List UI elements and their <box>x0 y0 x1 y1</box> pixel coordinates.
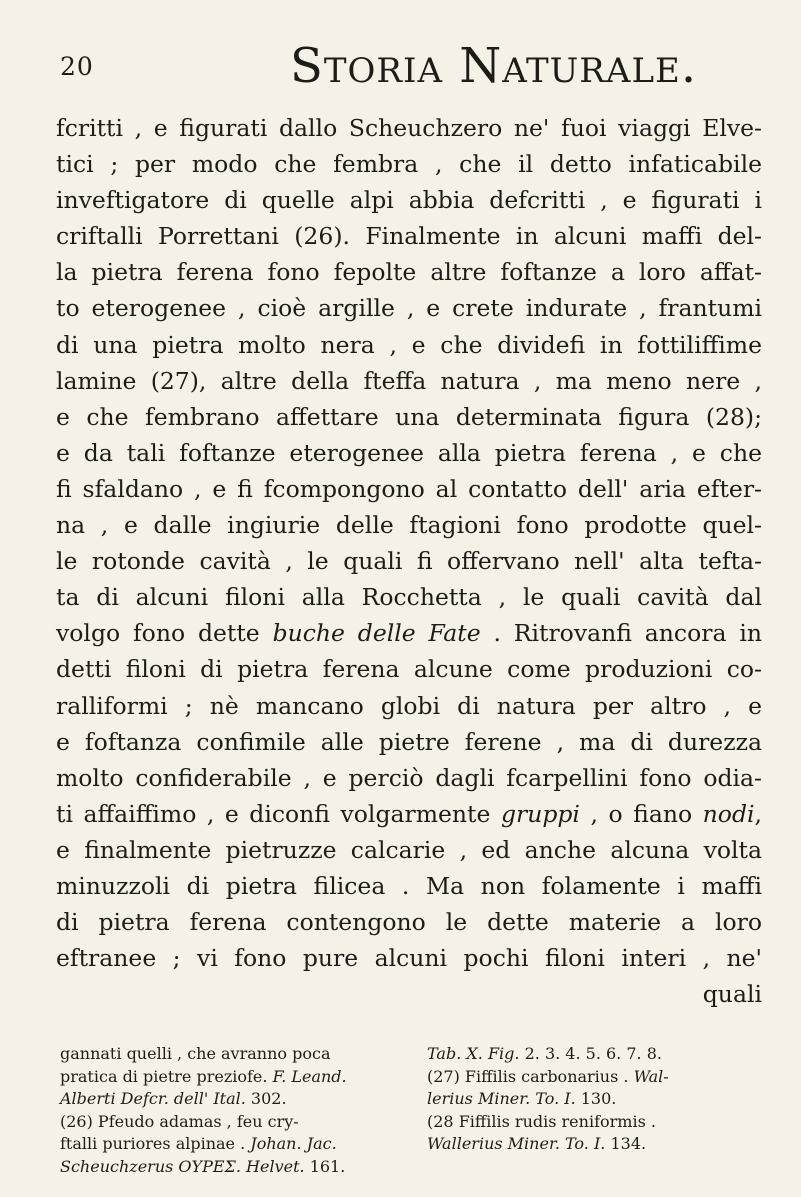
footnote-line <box>60 1133 420 1156</box>
footnote-line: (28 Fiffilis rudis reniformis . <box>427 1111 656 1131</box>
footnote-segment: pratica di pietre preziofe. <box>60 1066 268 1086</box>
footnote-segment: 130. <box>580 1089 617 1108</box>
text-line: e che fembrano affettare una determinata figura (28); <box>56 402 762 431</box>
text-line <box>56 796 762 832</box>
text-line: le rotonde cavità , le quali fi offervano nell' alta tefta- <box>56 547 762 576</box>
italic-term: gruppi <box>500 799 580 828</box>
footnote-citation: Johan. Jac. <box>250 1134 337 1153</box>
footnote-line <box>60 1066 420 1089</box>
footnote-line <box>60 1156 420 1179</box>
running-title: Storia Naturale. <box>290 38 698 94</box>
footnote-citation: Tab. X. Fig. <box>427 1044 520 1063</box>
italic-term: nodi <box>702 799 755 828</box>
text-line: criftalli Porrettani (26). Finalmente in alcuni maffi del- <box>56 222 762 251</box>
text-line: ta di alcuni filoni alla Rocchetta , le quali cavità dal <box>56 583 762 612</box>
text-line: detti filoni di pietra ferena alcune come produzioni co- <box>56 655 762 684</box>
text-line: e foftanza confimile alle pietre ferene , ma di durezza <box>56 727 762 756</box>
footnote-line: (26) Pfeudo adamas , feu cry- <box>60 1111 299 1131</box>
footnote-segment: 161. <box>309 1156 346 1176</box>
footnote-segment: 302. <box>250 1089 287 1108</box>
catchword: quali <box>702 980 762 1009</box>
main-text <box>56 110 762 1012</box>
text-segment: , o fiano <box>590 799 693 828</box>
footnote-segment: 134. <box>610 1134 647 1153</box>
page-number: 20 <box>60 52 94 81</box>
footnote-citation: Wallerius Miner. To. I. <box>427 1134 606 1153</box>
text-line: eftranee ; vi fono pure alcuni pochi filoni interi , ne' <box>56 944 762 973</box>
text-line: minuzzoli di pietra filicea . Ma non folamente i maffi <box>56 871 762 900</box>
footnotes <box>60 1043 762 1178</box>
footnote-citation: Scheuchzerus OYPEΣ. Helvet. <box>60 1156 305 1176</box>
text-line: di pietra ferena contengono le dette materie a loro <box>56 908 762 937</box>
text-segment: volgo fono dette <box>56 619 260 648</box>
text-segment: ti affaiffimo , e diconfi volgarmente <box>56 799 491 828</box>
footnote-line <box>427 1088 762 1111</box>
text-line: fi sfaldano , e fi fcompongono al contatto dell' aria efter- <box>56 474 762 503</box>
text-line: to eterogenee , cioè argille , e crete indurate , frantumi <box>56 294 762 323</box>
text-line: inveftigatore di quelle alpi abbia defcritti , e figurati i <box>56 186 762 215</box>
italic-term: buche delle Fate <box>272 619 481 648</box>
footnote-citation: Wal- <box>633 1066 669 1086</box>
footnote-citation: F. Leand. <box>272 1066 347 1086</box>
footnote-line <box>427 1043 762 1066</box>
text-line <box>56 615 762 651</box>
text-line: e finalmente pietruzze calcarie , ed anche alcuna volta <box>56 835 762 864</box>
text-line: lamine (27), altre della fteffa natura , ma meno nere , <box>56 366 762 395</box>
text-segment: . Ritrovanfi ancora in <box>493 619 762 648</box>
footnote-line <box>60 1088 420 1111</box>
text-line: la pietra ferena fono fepolte altre foftanze a loro affat- <box>56 258 762 287</box>
footnote-segment: 2. 3. 4. 5. 6. 7. 8. <box>524 1044 662 1063</box>
page-header <box>60 38 760 94</box>
text-line: ralliformi ; nè mancano globi di natura per altro , e <box>56 691 762 720</box>
footnotes-right-column <box>427 1043 762 1178</box>
text-line: fcritti , e figurati dallo Scheuchzero ne' fuoi viaggi Elve- <box>56 114 762 142</box>
text-segment: , <box>754 799 762 828</box>
text-line: e da tali foftanze eterogenee alla pietra ferena , e che <box>56 438 762 467</box>
text-line: di una pietra molto nera , e che dividefi in fottiliffime <box>56 330 762 359</box>
text-line: tici ; per modo che fembra , che il detto infaticabile <box>56 150 762 179</box>
footnote-segment: ftalli puriores alpinae . <box>60 1134 246 1153</box>
footnote-line <box>427 1066 762 1089</box>
footnote-segment: (27) Fiffilis carbonarius . <box>427 1066 629 1086</box>
footnote-line: gannati quelli , che avranno poca <box>60 1044 331 1063</box>
footnote-citation: Alberti Defcr. dell' Ital. <box>60 1089 246 1108</box>
text-line: molto confiderabile , e perciò dagli fcarpellini fono odia- <box>56 763 762 792</box>
footnotes-left-column <box>60 1043 420 1178</box>
text-line: na , e dalle ingiurie delle ftagioni fono prodotte quel- <box>56 511 762 540</box>
footnote-citation: lerius Miner. To. I. <box>427 1089 576 1108</box>
footnote-line <box>427 1133 762 1156</box>
